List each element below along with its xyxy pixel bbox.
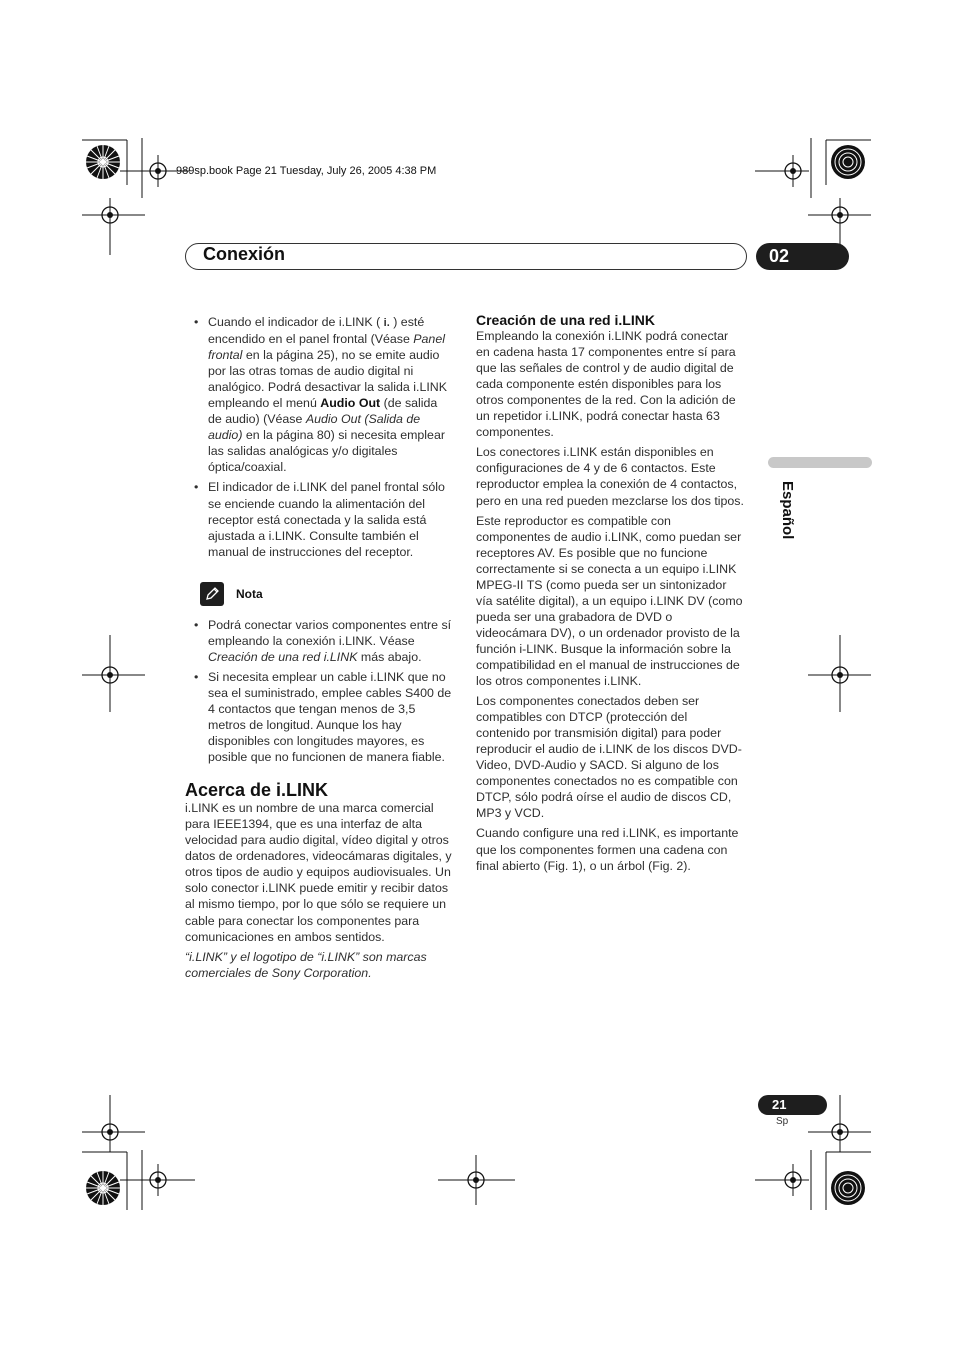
note-header [200,582,453,606]
list-item: • Si necesita emplear un cable i.LINK que no sea el suministrado, emplee cables S400 de 4 contactos que tengan menos de 3,5 metros de longitud. Aunque los hay disponibles con longitudes mayores, es posible que no funcionen de manera fiable. [185,669,453,765]
page-number: 21 [758,1095,827,1115]
note-label: Nota [236,586,263,601]
section-heading: Acerca de i.LINK [185,780,329,801]
list-item: • Podrá conectar varios componentes entre sí empleando la conexión i.LINK. Véase Creación de una red i.LINK más abajo. [185,617,453,665]
language-tab-bar [768,457,872,468]
bullet-list [185,314,453,560]
ilink-icon: i. [383,317,390,329]
paragraph: Los conectores i.LINK están disponibles en configuraciones de 4 y de 6 contactos. Este reproductor emplea la conexión de 4 contactos, pero en una red pueden mezclarse los dos tipos. [476,445,744,508]
section-paragraph: i.LINK es un nombre de una marca comercial para IEEE1394, que es una interfaz de alta velocidad para audio digital, vídeo digital y otros datos de ordenadores, videocámaras digitales, y otros tipos de audio y equipos audiovisuales. Un solo conector i.LINK puede emitir y recibir datos al mismo tiempo, por lo que sólo se requiere un cable para conectar los componentes para comunicaciones en ambos sentidos. [185,801,452,944]
paragraph: Los componentes conectados deben ser compatibles con DTCP (protección del contenido por transmisión digital) para poder reproducir el audio de i.LINK de los discos DVD-Video, DVD-Audio y SACD. Si alguno de los componentes conectados no es compatible con DTCP, sólo podrá oírse el audio de discos CD, MP3 y VCD. [476,694,742,821]
subsection-heading: Creación de una red i.LINK [476,312,655,328]
registration-burst-top-left [86,145,120,179]
language-tab-label: Español [779,481,796,540]
right-column [476,312,744,878]
chapter-number: 02 [756,243,849,270]
paragraph: Empleando la conexión i.LINK podrá conectar en cadena hasta 17 componentes entre sí para que las señales de control y de audio digital de cada componente estén disponibles para los otros componentes de la red. Con la adición de un repetidor i.LINK, podrá conectar hasta 63 componentes. [476,329,736,440]
page-language-code: Sp [776,1116,789,1127]
list-item: • Cuando el indicador de i.LINK ( i. ) esté encendido en el panel frontal (Véase Panel frontal en la página 25), no se emite audio por las otras tomas de audio digital ni analógico. Podrá desactivar la salida i.LINK empleando el menú Audio Out (de salida de audio) (Véase Audio Out (Salida de audio) en la página 80) si necesita emplear las salidas analógicas y/o digitales óptica/coaxial. [185,314,453,475]
trademark-notice: “i.LINK” y el logotipo de “i.LINK” son marcas comerciales de Sony Corporation. [185,949,427,980]
pencil-note-icon [200,582,224,606]
paragraph: Cuando configure una red i.LINK, es importante que los componentes formen una cadena con final abierto (Fig. 1), o un árbol (Fig. 2). [476,826,739,873]
chapter-title: Conexión [203,244,286,264]
paragraph: Este reproductor es compatible con componentes de audio i.LINK, como puedan ser receptores AV. Es posible que no funcione correctamente si se conecta a un equipo i.LINK MPEG-II TS (como pueda ser un sintonizador vía satélite digital), a un equipo i.LINK DV (como pueda ser una grabadora de DVD o videocámara DV), o un ordenador provisto de la función i-LINK. Busque la información sobre la compatibilidad en el manual de instrucciones de los otros componentes i.LINK. [476,513,743,689]
left-column [185,314,453,985]
note-bullet-list [185,617,453,765]
print-slug: 989sp.book Page 21 Tuesday, July 26, 2005 4:38 PM [176,165,437,177]
list-item: • El indicador de i.LINK del panel frontal sólo se enciende cuando la alimentación del receptor está conectada y la salida está ajustada a i.LINK. Consulte también el manual de instrucciones del receptor. [185,479,453,559]
